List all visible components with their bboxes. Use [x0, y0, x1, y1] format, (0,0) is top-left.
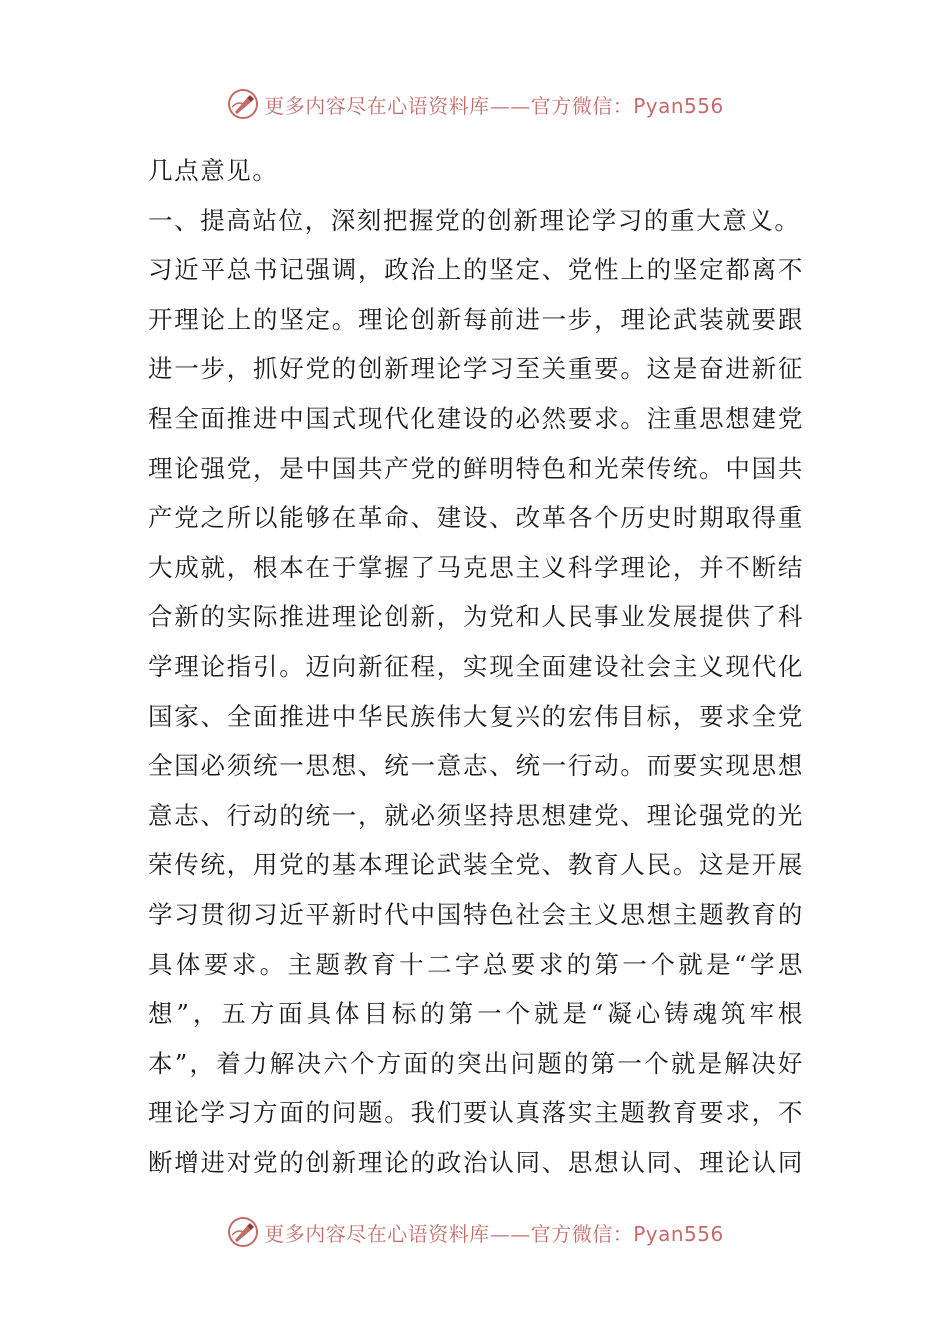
text-line: 断增进对党的创新理论的政治认同、思想认同、理论认同	[148, 1147, 804, 1177]
text-line: 具体要求。主题教育十二字总要求的第一个就是“学思	[148, 949, 804, 979]
footer-banner	[0, 1210, 950, 1254]
banner-main-text: 更多内容尽在心语资料库	[264, 93, 490, 118]
banner-contact-text: 官方微信：Pyan556	[530, 93, 724, 118]
text-line: 产党之所以能够在革命、建设、改革各个历史时期取得重	[148, 503, 804, 533]
text-line: 学习贯彻习近平新时代中国特色社会主义思想主题教育的	[148, 899, 804, 929]
pen-nib-logo-icon	[226, 1215, 260, 1249]
text-line: 进一步，抓好党的创新理论学习至关重要。这是奋进新征	[148, 354, 804, 384]
text-line: 几点意见。	[148, 156, 279, 185]
text-line: 程全面推进中国式现代化建设的必然要求。注重思想建党	[148, 403, 804, 433]
text-line: 全国必须统一思想、统一意志、统一行动。而要实现思想	[148, 751, 804, 781]
text-line: 国家、全面推进中华民族伟大复兴的宏伟目标，要求全党	[148, 701, 804, 731]
text-line: 意志、行动的统一，就必须坚持思想建党、理论强党的光	[148, 800, 804, 830]
pen-nib-logo-icon	[226, 87, 260, 121]
banner-contact-text: 官方微信：Pyan556	[530, 1221, 724, 1246]
text-line: 合新的实际推进理论创新，为党和人民事业发展提供了科	[148, 602, 804, 632]
text-line: 一、提高站位，深刻把握党的创新理论学习的重大意义。	[148, 205, 801, 235]
text-line: 理论强党，是中国共产党的鲜明特色和光荣传统。中国共	[148, 453, 804, 483]
text-line: 学理论指引。迈向新征程，实现全面建设社会主义现代化	[148, 651, 804, 681]
banner-text	[264, 1218, 724, 1247]
text-line: 习近平总书记强调，政治上的坚定、党性上的坚定都离不	[148, 255, 804, 285]
text-line: 想”，五方面具体目标的第一个就是“凝心铸魂筑牢根	[148, 999, 804, 1029]
text-line: 开理论上的坚定。理论创新每前进一步，理论武装就要跟	[148, 304, 804, 334]
banner-main-text: 更多内容尽在心语资料库	[264, 1221, 490, 1246]
text-line: 理论学习方面的问题。我们要认真落实主题教育要求，不	[148, 1098, 804, 1128]
banner-dash: ——	[489, 1221, 531, 1246]
document-body	[148, 146, 804, 1187]
header-banner	[0, 82, 950, 126]
text-line: 大成就，根本在于掌握了马克思主义科学理论，并不断结	[148, 552, 804, 582]
text-line: 荣传统，用党的基本理论武装全党、教育人民。这是开展	[148, 850, 804, 880]
banner-dash: ——	[489, 93, 531, 118]
banner-text	[264, 90, 724, 119]
text-line: 本”，着力解决六个方面的突出问题的第一个就是解决好	[148, 1048, 804, 1078]
